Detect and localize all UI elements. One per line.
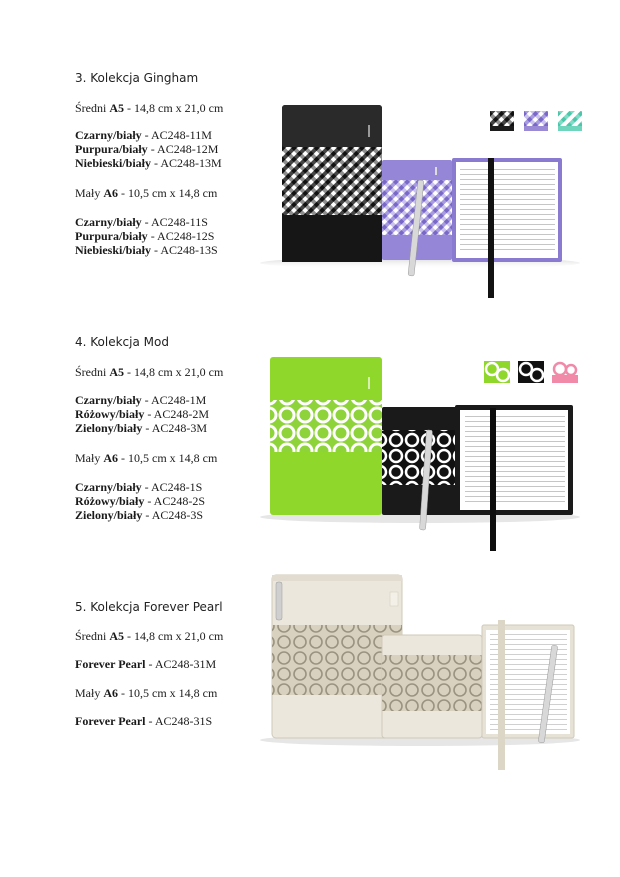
product-line: Czarny/biały - AC248-1M	[75, 393, 207, 407]
small-size-line: Mały A6 - 10,5 cm x 14,8 cm	[75, 451, 218, 465]
product-line: Różowy/biały - AC248-2S	[75, 494, 206, 508]
product-line: Czarny/biały - AC248-11M	[75, 128, 212, 142]
section-heading-forever-pearl: 5. Kolekcja Forever Pearl	[75, 600, 223, 614]
section-heading-mod: 4. Kolekcja Mod	[75, 335, 169, 349]
product-line: Purpura/biały - AC248-12M	[75, 142, 219, 156]
product-line: Niebieski/biały - AC248-13M	[75, 156, 222, 170]
product-line: Zielony/biały - AC248-3S	[75, 508, 204, 522]
small-size-line: Mały A6 - 10,5 cm x 14,8 cm	[75, 186, 218, 200]
product-line: Różowy/biały - AC248-2M	[75, 407, 210, 421]
product-line: Purpura/biały - AC248-12S	[75, 229, 215, 243]
color-swatch-purple	[524, 111, 548, 131]
product-line: Forever Pearl - AC248-31S	[75, 714, 213, 728]
product-line: Forever Pearl - AC248-31M	[75, 657, 217, 671]
medium-size-line: Średni A5 - 14,8 cm x 21,0 cm	[75, 629, 224, 643]
product-line: Czarny/biały - AC248-11S	[75, 215, 208, 229]
section-heading-gingham: 3. Kolekcja Gingham	[75, 71, 199, 85]
product-line: Niebieski/biały - AC248-13S	[75, 243, 218, 257]
product-line: Zielony/biały - AC248-3M	[75, 421, 208, 435]
medium-size-line: Średni A5 - 14,8 cm x 21,0 cm	[75, 365, 224, 379]
small-size-line: Mały A6 - 10,5 cm x 14,8 cm	[75, 686, 218, 700]
color-swatch-pink	[552, 361, 576, 381]
color-swatch-teal	[558, 111, 582, 131]
color-swatch-green	[484, 361, 508, 381]
color-swatch-black	[518, 361, 542, 381]
color-swatch-black	[490, 111, 514, 131]
medium-size-line: Średni A5 - 14,8 cm x 21,0 cm	[75, 101, 224, 115]
product-line: Czarny/biały - AC248-1S	[75, 480, 203, 494]
forever-pearl-product-photo	[260, 570, 580, 775]
